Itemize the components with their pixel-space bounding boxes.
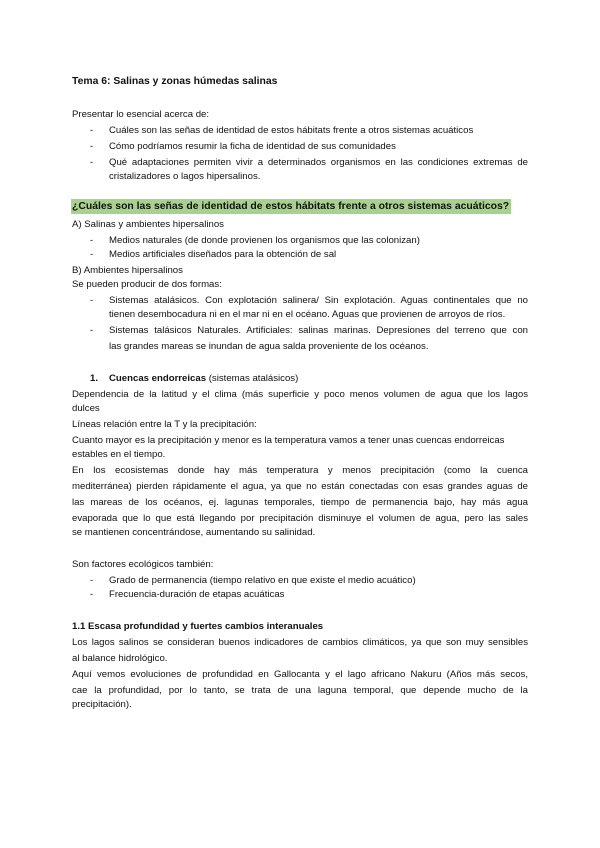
- bullet-dash: -: [90, 249, 94, 260]
- factors-lead: Son factores ecológicos también:: [72, 559, 214, 570]
- body-line: precipitación).: [72, 699, 132, 710]
- b-item: Sistemas talásicos Naturales. Artificiales: salinas marinas. Depresiones del terreno que con: [109, 325, 528, 336]
- intro-item: Cómo podríamos resumir la ficha de identidad de sus comunidades: [109, 141, 396, 152]
- intro-item: Qué adaptaciones permiten vivir a determinados organismos en las condiciones extremas de: [109, 157, 528, 168]
- body-line: Aquí vemos evoluciones de profundidad en Gallocanta y el lago africano Nakuru (Años más secos,: [72, 669, 528, 680]
- b-item: Sistemas atalásicos. Con explotación salinera/ Sin explotación. Aguas continentales que no: [109, 295, 528, 306]
- bullet-dash: -: [90, 125, 94, 136]
- b-item-cont: tienen desembocadura ni en el mar ni en el océano. Aguas que provienen de arroyos de ríos.: [109, 309, 506, 320]
- section-number: 1.: [90, 373, 99, 384]
- b-item-cont: las grandes mareas se inundan de agua salda proveniente de los océanos.: [109, 341, 429, 352]
- body-line: En los ecosistemas donde hay más temperatura y menos precipitación (como la cuenca: [72, 465, 528, 476]
- body-line: estables en el tiempo.: [72, 449, 166, 460]
- bullet-dash: -: [90, 575, 94, 586]
- body-line: Dependencia de la latitud y el clima (más superficie y poco menos volumen de agua que los lagos: [72, 389, 528, 400]
- factor-item: Grado de permanencia (tiempo relativo en que existe el medio acuático): [109, 575, 416, 586]
- body-line: evaporada que lo que está llegando por precipitación disminuye el volumen de agua, pero las sales: [72, 513, 528, 524]
- b-lead: Se pueden producir de dos formas:: [72, 279, 222, 290]
- factor-item: Frecuencia-duración de etapas acuáticas: [109, 589, 285, 600]
- bullet-dash: -: [90, 157, 94, 168]
- intro-item-cont: cristalizadores o lagos hipersalinos.: [109, 171, 261, 182]
- heading-rest: (sistemas atalásicos): [206, 373, 299, 384]
- section-heading: ¿Cuáles son las señas de identidad de estos hábitats frente a otros sistemas acuáticos?: [72, 201, 510, 212]
- heading-bold: Cuencas endorreicas: [109, 373, 207, 384]
- bullet-dash: -: [90, 295, 94, 306]
- bullet-dash: -: [90, 325, 94, 336]
- bullet-dash: -: [90, 235, 94, 246]
- section-heading-2: [109, 373, 528, 385]
- subsection-heading: 1.1 Escasa profundidad y fuertes cambios interanuales: [72, 621, 324, 632]
- body-line: Cuanto mayor es la precipitación y menor es la temperatura vamos a tener unas cuencas endorreicas: [72, 435, 505, 446]
- body-line: las mareas de los océanos, ej. lagunas temporales, tiempo de permanencia bajo, hay más agua: [72, 497, 528, 508]
- intro-item: Cuáles son las señas de identidad de estos hábitats frente a otros sistemas acuáticos: [109, 125, 474, 136]
- subsection-b-label: B) Ambientes hipersalinos: [72, 265, 183, 276]
- intro-lead: Presentar lo esencial acerca de:: [72, 109, 210, 120]
- subsection-a-label: A) Salinas y ambientes hipersalinos: [72, 219, 224, 230]
- a-item: Medios artificiales diseñados para la obtención de sal: [109, 249, 337, 260]
- body-line: mediterránea) pierden rápidamente el agua, ya que no están conectadas con esas grandes aguas de: [72, 481, 528, 492]
- body-line: al balance hidrológico.: [72, 653, 168, 664]
- body-line: se mantienen concentrándose, aumentando su salinidad.: [72, 527, 316, 538]
- bullet-dash: -: [90, 589, 94, 600]
- body-line: cae la profundidad, por lo tanto, se trata de una laguna temporal, que depende mucho de la: [72, 685, 528, 696]
- body-line: dulces: [72, 403, 100, 414]
- body-line: Líneas relación entre la T y la precipitación:: [72, 419, 257, 430]
- bullet-dash: -: [90, 141, 94, 152]
- a-item: Medios naturales (de donde provienen los organismos que las colonizan): [109, 235, 420, 246]
- document-title: Tema 6: Salinas y zonas húmedas salinas: [72, 76, 278, 87]
- body-line: Los lagos salinos se consideran buenos indicadores de cambios climáticos, ya que son muy sensibles: [72, 637, 528, 648]
